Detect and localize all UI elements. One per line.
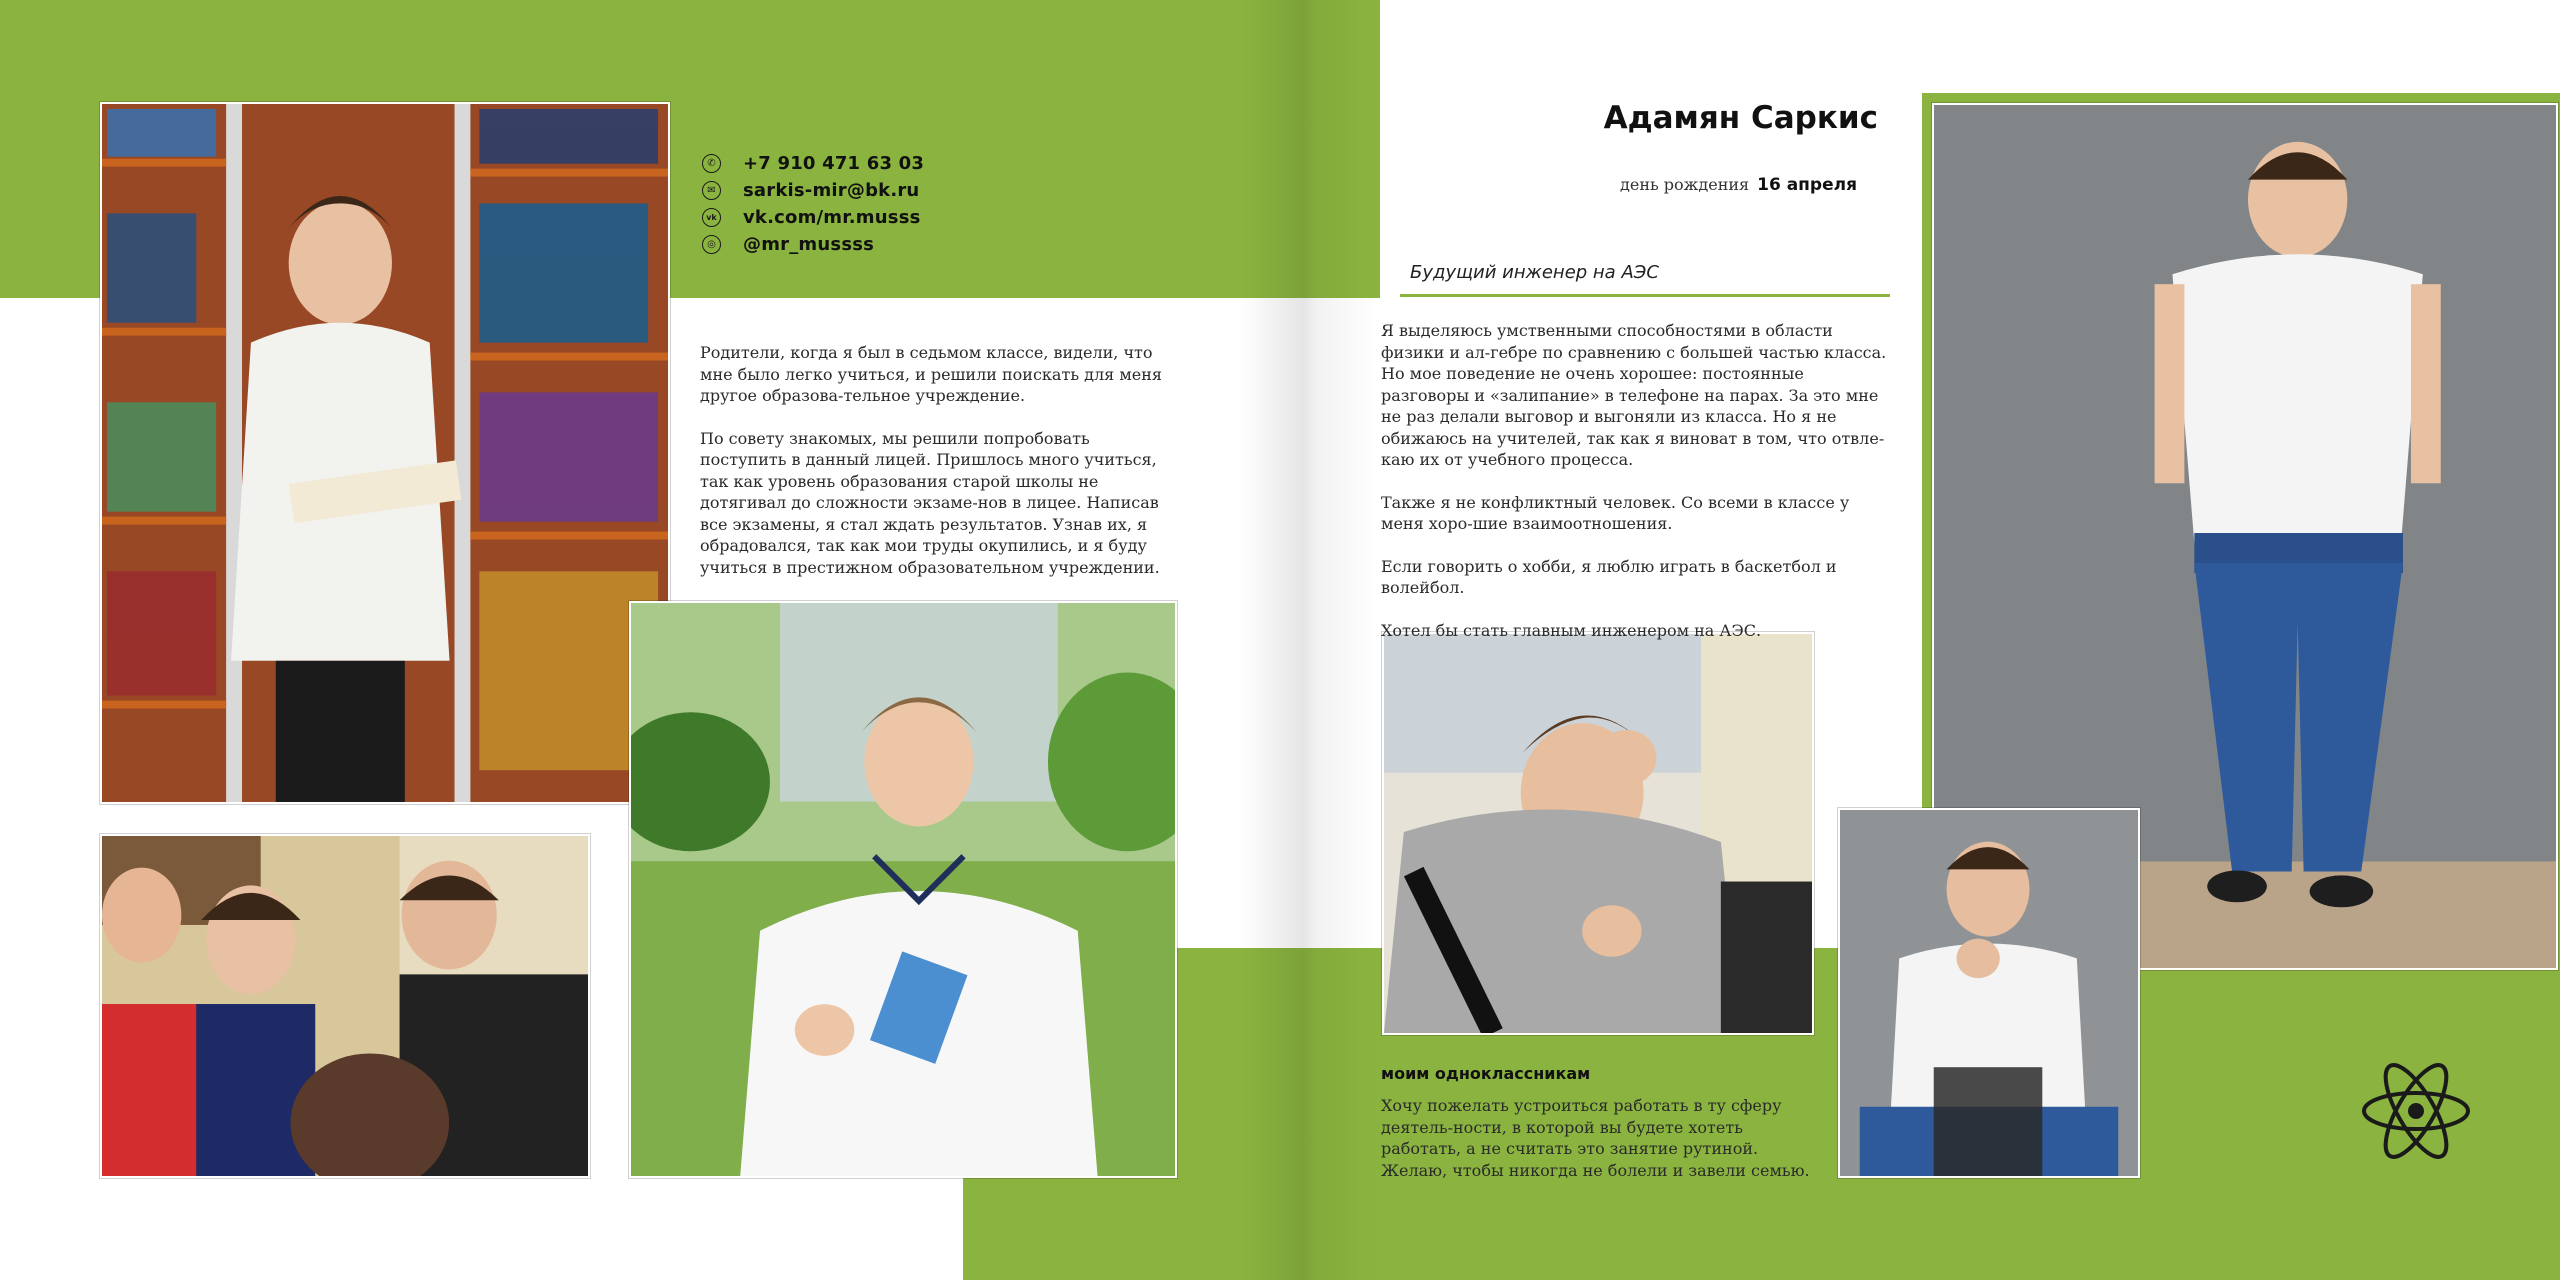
subtitle-underline: [1400, 294, 1890, 297]
instagram-icon: ◎: [702, 235, 721, 254]
classmates-text: Хочу пожелать устроиться работать в ту сферу деятель-ности, в которой вы будете хотеть работать, а не считать это занятие рутиной. Желаю, чтобы никогда не болели и завели семью.: [1381, 1096, 1810, 1180]
birthday-label: день рождения: [1620, 175, 1750, 194]
atom-icon: [2360, 1058, 2472, 1164]
birthday-value: 16 апреля: [1757, 175, 1857, 195]
left-paragraph-2: По совету знакомых, мы решили попробовать поступить в данный лицей. Пришлось много учиться, так как уровень образования старой школы не дотягивал до сложности экзаме-нов в лицее. Написав все экзамены, я стал ждать результатов. Узнав их, я обрадовался, так как мои труды окупились, и я буду учиться в престижном образовательном учреждении.: [700, 428, 1160, 577]
contact-phone[interactable]: [702, 150, 924, 177]
right-paragraph-2: Также я не конфликтный человек. Со всеми в классе у меня хоро-шие взаимоотношения.: [1381, 492, 1850, 533]
profile-subtitle: Будущий инженер на АЭС: [1410, 262, 1659, 283]
student-name: Адамян Саркис: [1603, 100, 1878, 136]
right-paragraph-1: Я выделяюсь умственными способностями в области физики и ал-гебре по сравнению с большей частью класса. Но мое поведение не очень хорошее: постоянные разговоры и «залипание» в телефоне на парах. За это мне не раз делали выговор и выгоняли из класса. Но я не обижаюсь на учителей, так как я виноват в том, что отвле-каю их от учебного процесса.: [1381, 321, 1887, 469]
photo-library: [100, 102, 670, 804]
photo-student-with-book: [629, 601, 1177, 1178]
photo-student-seated: [1838, 808, 2140, 1178]
contact-vk-text: vk.com/mr.musss: [743, 207, 921, 228]
left-paragraph-1: Родители, когда я был в седьмом классе, видели, что мне было легко учиться, и решили поискать для меня другое образова-тельное учреждение.: [700, 343, 1162, 405]
birthday-line: [1620, 175, 1857, 195]
photo-classroom: [100, 834, 590, 1178]
photo-student-studying: [1382, 632, 1814, 1035]
contact-phone-text: +7 910 471 63 03: [743, 153, 925, 174]
classmates-title: моим одноклассникам: [1381, 1064, 1591, 1083]
phone-icon: ✆: [702, 154, 721, 173]
mail-icon: ✉: [702, 181, 721, 200]
right-paragraph-3: Если говорить о хобби, я люблю играть в баскетбол и волейбол.: [1381, 556, 1837, 597]
contact-vk[interactable]: [702, 204, 924, 231]
contacts-list: [702, 150, 924, 258]
contact-email[interactable]: [702, 177, 924, 204]
right-paragraph-4: Хотел бы стать главным инженером на АЭС.: [1381, 620, 1762, 640]
vk-icon: vk: [702, 208, 721, 227]
book-spine-shadow: [1240, 0, 1380, 1280]
right-story-text: [1381, 320, 1891, 662]
left-story-text: [700, 342, 1180, 599]
contact-email-text: sarkis-mir@bk.ru: [743, 180, 920, 201]
contact-instagram-text: @mr_mussss: [743, 234, 875, 255]
contact-instagram[interactable]: [702, 231, 924, 258]
